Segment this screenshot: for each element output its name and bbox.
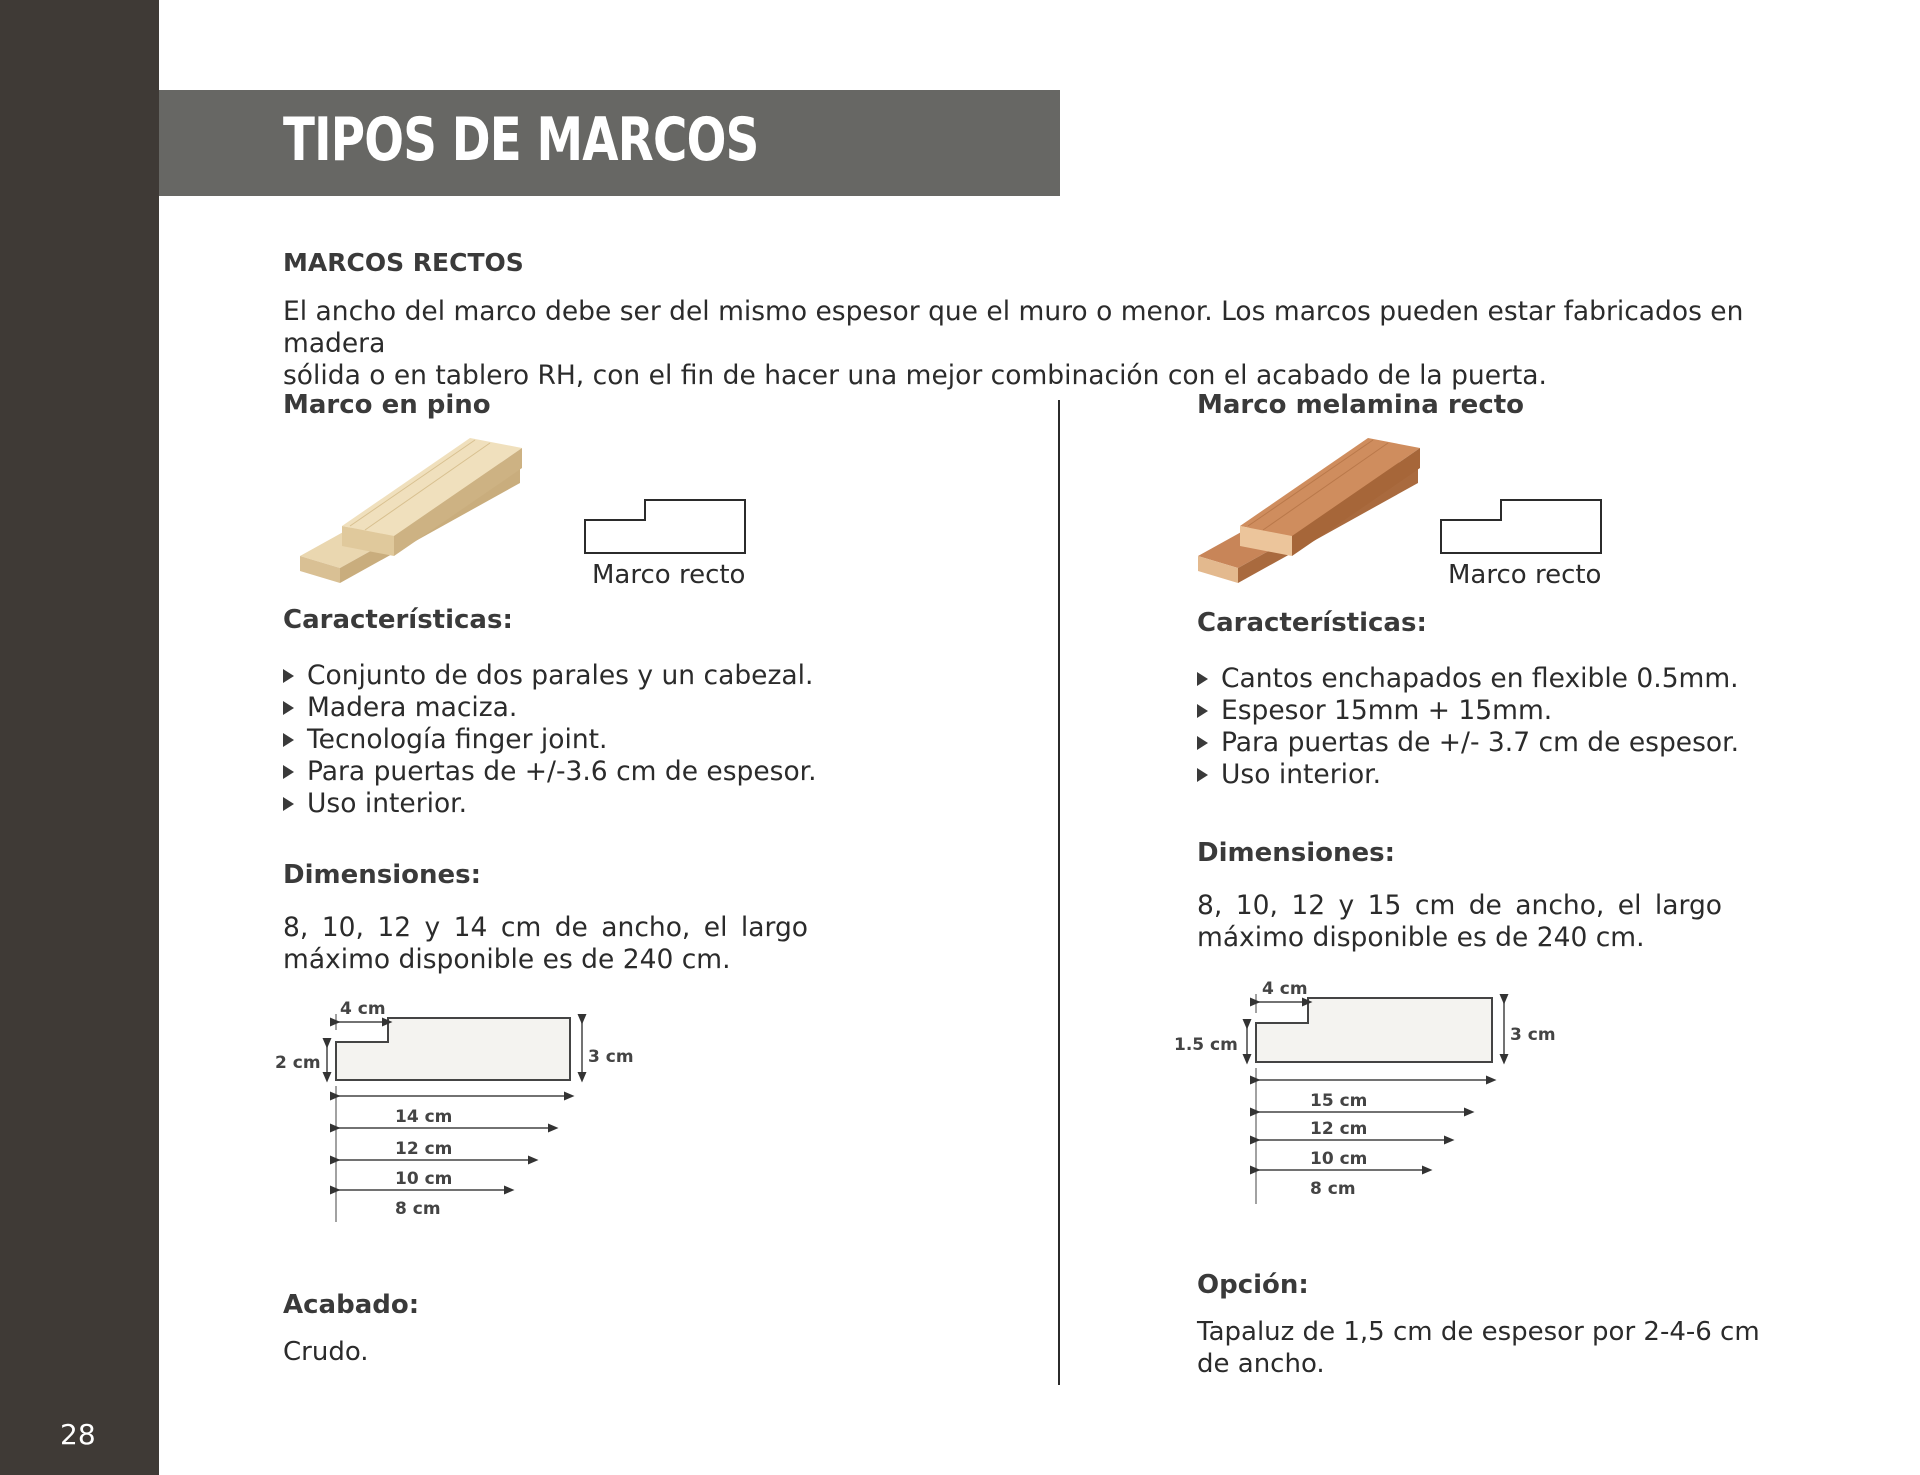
left-dim-width-1: 14 cm — [395, 1107, 453, 1127]
right-dim-width-1: 15 cm — [1310, 1091, 1368, 1111]
right-dim-width-2: 12 cm — [1310, 1119, 1368, 1139]
melamine-frame-image — [1188, 428, 1428, 588]
left-dimensions-text: 8, 10, 12 y 14 cm de ancho, el largo máximo disponible es de 240 cm. — [283, 912, 808, 975]
list-item: Madera maciza. — [283, 692, 817, 724]
bullet-icon — [283, 701, 294, 715]
pine-frame-image — [290, 428, 530, 588]
left-features-heading: Características: — [283, 605, 513, 635]
section-heading: MARCOS RECTOS — [283, 248, 524, 277]
right-dim-left: 1.5 cm — [1174, 1035, 1238, 1055]
left-profile-label: Marco recto — [592, 560, 746, 590]
left-dimension-diagram — [270, 1000, 650, 1250]
bullet-icon — [283, 733, 294, 747]
right-option-text: Tapaluz de 1,5 cm de espesor por 2-4-6 cm de ancho. — [1197, 1317, 1760, 1379]
bullet-icon — [1197, 704, 1208, 718]
left-finish-value: Crudo. — [283, 1337, 369, 1367]
left-dim-left: 2 cm — [275, 1053, 321, 1073]
left-dim-top: 4 cm — [340, 1000, 386, 1019]
right-profile-label: Marco recto — [1448, 560, 1602, 590]
right-product-title: Marco melamina recto — [1197, 390, 1525, 420]
right-dimension-diagram — [1170, 978, 1570, 1228]
bullet-icon — [1197, 736, 1208, 750]
list-item: Espesor 15mm + 15mm. — [1197, 695, 1739, 727]
sidebar-band — [0, 0, 159, 1475]
right-dimensions-heading: Dimensiones: — [1197, 838, 1395, 868]
page-title: TIPOS DE MARCOS — [283, 105, 759, 175]
right-profile-shape — [1436, 495, 1606, 557]
section-intro — [283, 296, 1843, 392]
left-product-title: Marco en pino — [283, 390, 491, 420]
right-dim-right: 3 cm — [1510, 1025, 1556, 1045]
right-option-heading: Opción: — [1197, 1270, 1309, 1300]
list-item: Para puertas de +/- 3.7 cm de espesor. — [1197, 727, 1739, 759]
bullet-icon — [1197, 672, 1208, 686]
bullet-icon — [283, 669, 294, 683]
list-item: Cantos enchapados en flexible 0.5mm. — [1197, 663, 1739, 695]
list-item: Para puertas de +/-3.6 cm de espesor. — [283, 756, 817, 788]
intro-line-1: El ancho del marco debe ser del mismo espesor que el muro o menor. Los marcos pueden estar fabricados en madera — [283, 296, 1744, 359]
left-dimensions-heading: Dimensiones: — [283, 860, 481, 890]
right-dim-width-4: 8 cm — [1310, 1179, 1356, 1199]
bullet-icon — [283, 797, 294, 811]
bullet-icon — [1197, 768, 1208, 782]
left-dim-right: 3 cm — [588, 1047, 634, 1067]
right-features-list — [1197, 663, 1739, 791]
list-item: Tecnología finger joint. — [283, 724, 817, 756]
page-number: 28 — [60, 1418, 96, 1451]
bullet-icon — [283, 765, 294, 779]
left-dim-width-4: 8 cm — [395, 1199, 441, 1219]
list-item: Conjunto de dos parales y un cabezal. — [283, 660, 817, 692]
left-profile-shape — [580, 495, 750, 557]
left-dim-width-3: 10 cm — [395, 1169, 453, 1189]
list-item: Uso interior. — [1197, 759, 1739, 791]
right-dimensions-text: 8, 10, 12 y 15 cm de ancho, el largo máximo disponible es de 240 cm. — [1197, 890, 1722, 953]
list-item: Uso interior. — [283, 788, 817, 820]
left-finish-heading: Acabado: — [283, 1290, 420, 1320]
right-dim-width-3: 10 cm — [1310, 1149, 1368, 1169]
intro-line-2: sólida o en tablero RH, con el fin de hacer una mejor combinación con el acabado de la puerta. — [283, 360, 1547, 391]
left-dim-width-2: 12 cm — [395, 1139, 453, 1159]
right-dim-top: 4 cm — [1262, 979, 1308, 999]
left-features-list — [283, 660, 817, 820]
column-divider — [1058, 400, 1060, 1385]
right-features-heading: Características: — [1197, 608, 1427, 638]
